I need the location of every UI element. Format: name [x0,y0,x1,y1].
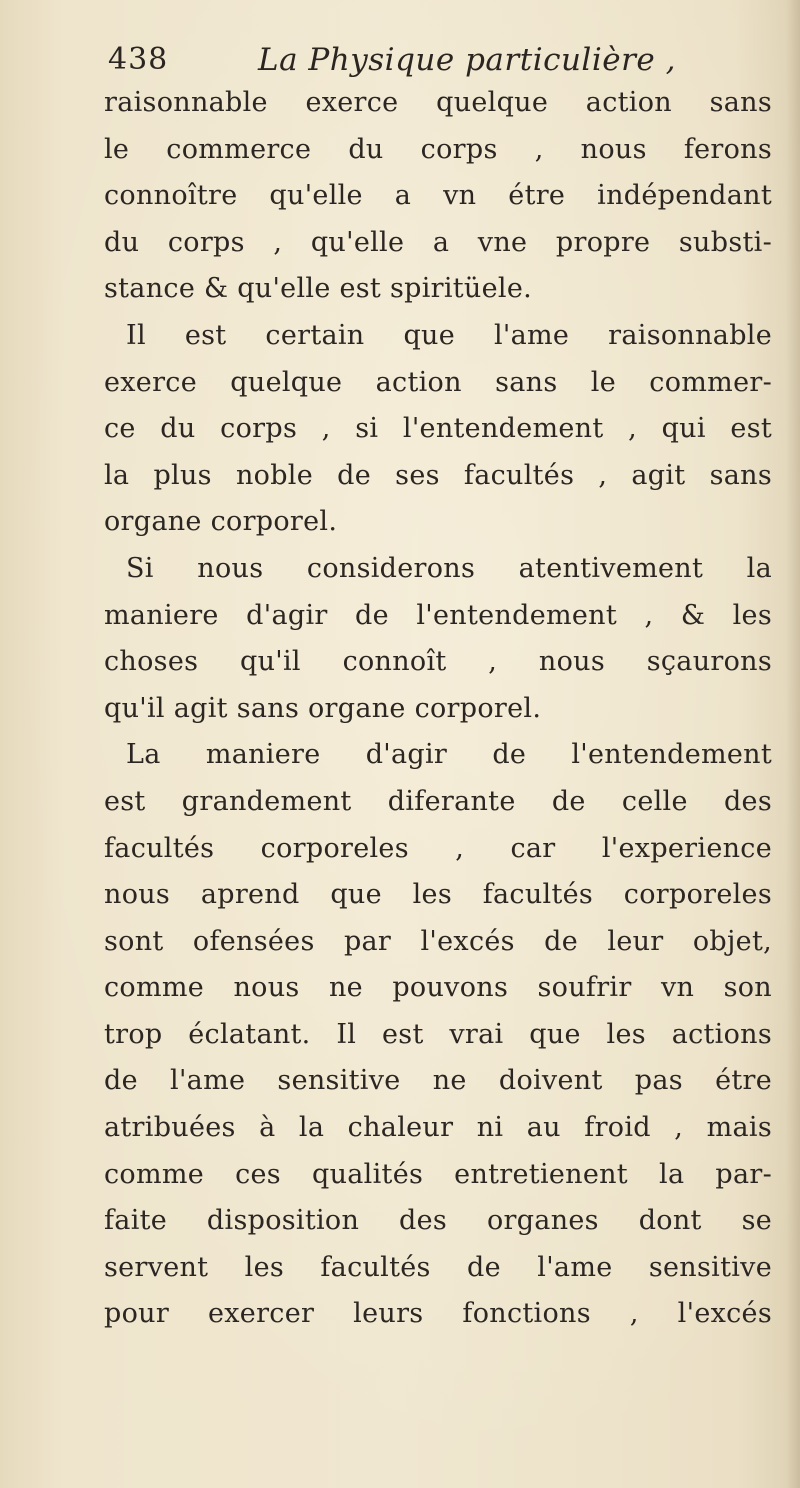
text-line: comme ces qualités entretienent la par- [104,1158,772,1190]
text-line: Il est certain que l'ame raisonnable [126,319,772,351]
text-line: est grandement diferante de celle des [104,785,772,817]
text-line: qu'il agit sans organe corporel. [104,692,542,724]
running-head [108,38,708,86]
text-line: le commerce du corps , nous ferons [104,133,772,165]
page-edge-shadow [786,0,800,1488]
text-line: raisonnable exerce quelque action sans [104,87,772,118]
text-line: organe corporel. [104,506,338,538]
text-line: sont ofensées par l'excés de leur objet, [104,925,772,957]
text-line: exerce quelque action sans le commer- [104,366,772,398]
text-line: maniere d'agir de l'entendement , & les [104,599,772,631]
running-title: La Physique particulière , [258,42,676,78]
text-line: trop éclatant. Il est vrai que les actions [104,1018,772,1050]
page-number: 438 [108,42,169,77]
text-line: nous aprend que les facultés corporeles [104,879,772,911]
text-line: atribuées à la chaleur ni au froid , mais [104,1112,772,1144]
body-text [104,80,772,1338]
text-line: stance & qu'elle est spiritüele. [104,273,532,305]
text-line: facultés corporeles , car l'experience [104,832,772,864]
text-line: La maniere d'agir de l'entendement [126,739,772,771]
text-line: de l'ame sensitive ne doivent pas étre [104,1065,772,1097]
text-line: connoître qu'elle a vn étre indépendant [104,180,772,212]
text-line: du corps , qu'elle a vne propre substi- [104,226,772,258]
text-line: la plus noble de ses facultés , agit sans [104,459,772,491]
text-line: faite disposition des organes dont se [104,1205,772,1237]
text-line: pour exercer leurs fonctions , l'excés [104,1298,772,1330]
text-line: servent les facultés de l'ame sensitive [104,1251,772,1283]
text-line: Si nous considerons atentivement la [126,552,772,584]
text-line: ce du corps , si l'entendement , qui est [104,413,772,445]
text-line: comme nous ne pouvons soufrir vn son [104,972,772,1004]
text-line: choses qu'il connoît , nous sçaurons [104,646,772,678]
